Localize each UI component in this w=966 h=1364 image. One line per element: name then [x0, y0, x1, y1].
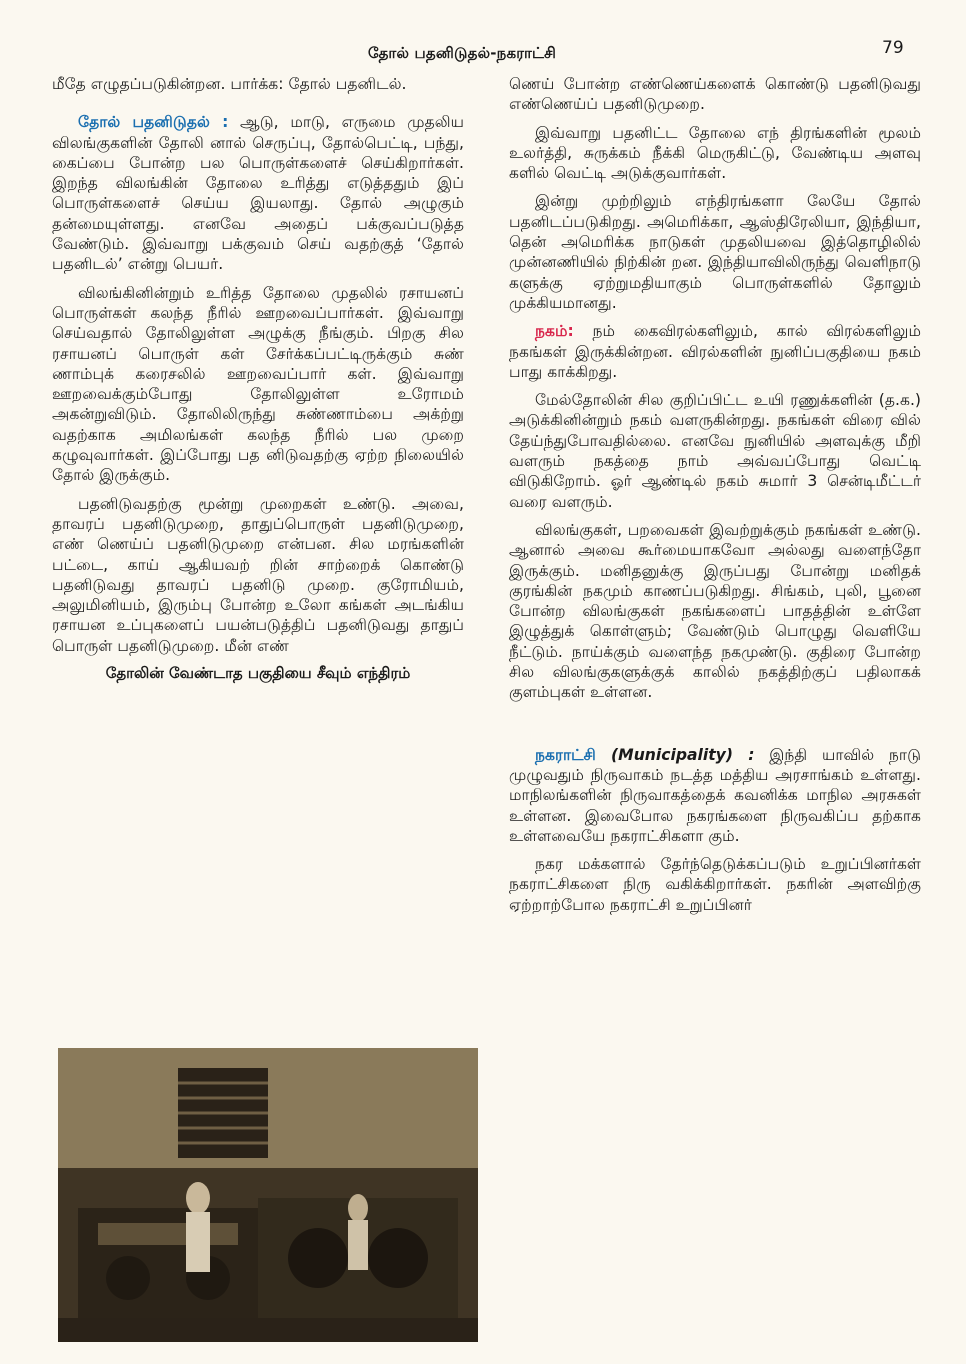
paragraph-nail — [509, 321, 921, 382]
paragraph-leather-tanning — [52, 112, 464, 274]
paragraph-municipality — [509, 745, 921, 846]
paragraph: நகர மக்களால் தேர்ந்தெடுக்கப்படும் உறுப்பினர்கள் நகராட்சிகளை நிரு வகிக்கிறார்கள். நகரின் அளவிற்கு ஏற்றாற்போல நகராட்சி உறுப்பினர் — [509, 855, 921, 914]
paragraph: ணெய் போன்ற எண்ணெய்களைக் கொண்டு பதனிடுவது எண்ணெய்ப் பதனிடுமுறை. — [509, 75, 921, 114]
left-column — [52, 74, 464, 683]
running-title: தோல் பதனிடுதல்-நகராட்சி — [368, 44, 557, 62]
entry-term-tanning: தோல் பதனிடுதல் : — [78, 113, 229, 132]
paragraph: விலங்கினின்றும் உரித்த தோலை முதலில் ரசாயனப் பொருள்கள் கலந்த நீரில் ஊறவைப்பார்கள். இவ்வாறு செய்வதால் தோலிலுள்ள அழுக்கு நீங்கும். பிறகு சில ரசாயனப் பொருள் கள் சேர்க்கப்பட்டிருக்கும் சுண் ணாம்புக் கரைசலில் ஊறவைப்பார் கள். இவ்வாறு ஊறவைக்கும்போது தோலிலுள்ள உரோமம் அகன்றுவிடும். தோலிலிருந்து சுண்ணாம்பை அக்ற்று வதற்காக அமிலங்கள் கலந்த நீரில் பல முறை கழுவுவார்கள். இப்போது பத னிடுவதற்கு ஏற்ற நிலையில் தோல் இருக்கும். — [52, 283, 464, 485]
paragraph: மேல்தோலின் சில குறிப்பிட்ட உயி ரணுக்களின் (த.க.) அடுக்கினின்றும் நகம் வளருகின்றது. நகங்கள் விரை வில் தேய்ந்துபோவதில்லை. எனவே நுனியில் அளவுக்கு மீறி வளரும் நகத்தை நாம் அவ்வப்போது வெட்டி விடுகிறோம். ஓர் ஆண்டில் நகம் சுமார் 3 சென்டிமீட்டர் வரை வளரும். — [509, 391, 921, 511]
paragraph: விலங்குகள், பறவைகள் இவற்றுக்கும் நகங்கள் உண்டு. ஆனால் அவை கூர்மையாகவோ அல்லது வளைந்தோ இருக்கும். மனிதனுக்கு இருப்பது போன்று மனிதக் குரங்கின் நகமும் காணப்படுகிறது. சிங்கம், புலி, பூனை போன்ற விலங்குகள் நகங்களைப் பாதத்தின் உள்ளே இழுத்துக் கொள்ளும்; வேண்டும் பொழுது வெளியே நீட்டும். நாய்க்கும் வளைந்த நகமுண்டு. குதிரை போன்ற சில விலங்குகளுக்குக் காலில் நகத்திற்குப் பதிலாகக் குளம்புகள் உள்ளன. — [509, 520, 921, 702]
page-header — [0, 38, 966, 66]
entry-text: ஆடு, மாடு, எருமை முதலிய விலங்குகளின் தோலி னால் செருப்பு, தோல்பெட்டி, பந்து, கைப்பை போன்ற பல பொருள்களைச் செய்கிறார்கள். இறந்த விலங்கின் தோலை உரித்து எடுத்ததும் இப் பொருள்களைச் செய்ய இயலாது. தோல் அழுகும் தன்மையுள்ளது. எனவே அதைப் பக்குவப்படுத்த வேண்டும். இவ்வாறு பக்குவம் செய் வதற்குத் ‘தோல் பதனிடல்’ என்று பெயர். — [52, 113, 464, 274]
right-column — [509, 74, 921, 923]
entry-text: இந்தி யாவில் நாடு முழுவதும் நிருவாகம் நடத்த மத்திய அரசாங்கம் உள்ளது. மாநிலங்களின் நிருவாகத்தைக் கவனிக்க மாநில அரசுகள் உள்ளன. இவைபோல நகரங்களை நிருவகிப்ப தற்காக உள்ளவையே நகராட்சிகளா கும். — [509, 745, 922, 845]
entry-term-municipality: நகராட்சி — [535, 745, 596, 764]
entry-term-nail: நகம்: — [535, 322, 574, 341]
page-number: 79 — [882, 38, 904, 58]
paragraph: இவ்வாறு பதனிட்ட தோலை எந் திரங்களின் மூலம் உலர்த்தி, சுருக்கம் நீக்கி மெருகிட்டு, வேண்டிய அளவு களில் வெட்டி அடுக்குவார்கள். — [509, 123, 921, 183]
entry-term-english: (Municipality) : — [595, 745, 755, 764]
paragraph: மீதே எழுதப்படுகின்றன. பார்க்க: தோல் பதனிடல். — [52, 75, 407, 93]
paragraph: இன்று முற்றிலும் எந்திரங்களா லேயே தோல் பதனிடப்படுகிறது. அமெரிக்கா, ஆஸ்திரேலியா, இந்தியா, தென் அமெரிக்க நாடுகள் முதலியவை இத்தொழிலில் முன்னணியில் நிற்கின் றன. இந்தியாவிலிருந்து வெளிநாடு களுக்கு ஏற்றுமதியாகும் பொருள்களில் தோலும் முக்கியமானது. — [509, 192, 921, 312]
photo-caption: தோலின் வேண்டாத பகுதியை சீவும் எந்திரம் — [105, 664, 411, 683]
leather-machine-photo — [58, 1048, 478, 1342]
paragraph: பதனிடுவதற்கு மூன்று முறைகள் உண்டு. அவை, தாவரப் பதனிடுமுறை, தாதுப்பொருள் பதனிடுமுறை, எண் ணெய்ப் பதனிடுமுறை என்பன. சில மரங்களின் பட்டை, காய் ஆகியவற் றின் சாற்றைக் கொண்டு பதனிடுவது தாவரப் பதனிடு முறை. குரோமியம், அலுமினியம், இரும்பு போன்ற உலோ கங்கள் அடங்கிய ரசாயன உப்புகளைப் பயன்படுத்திப் பதனிடுவது தாதுப் பொருள் பதனிடுமுறை. மீன் எண் — [52, 494, 464, 655]
entry-text: நம் கைவிரல்களிலும், கால் விரல்களிலும் நகங்கள் இருக்கின்றன. விரல்களின் நுனிப்பகுதியை நகம் பாது காக்கிறது. — [509, 322, 921, 381]
